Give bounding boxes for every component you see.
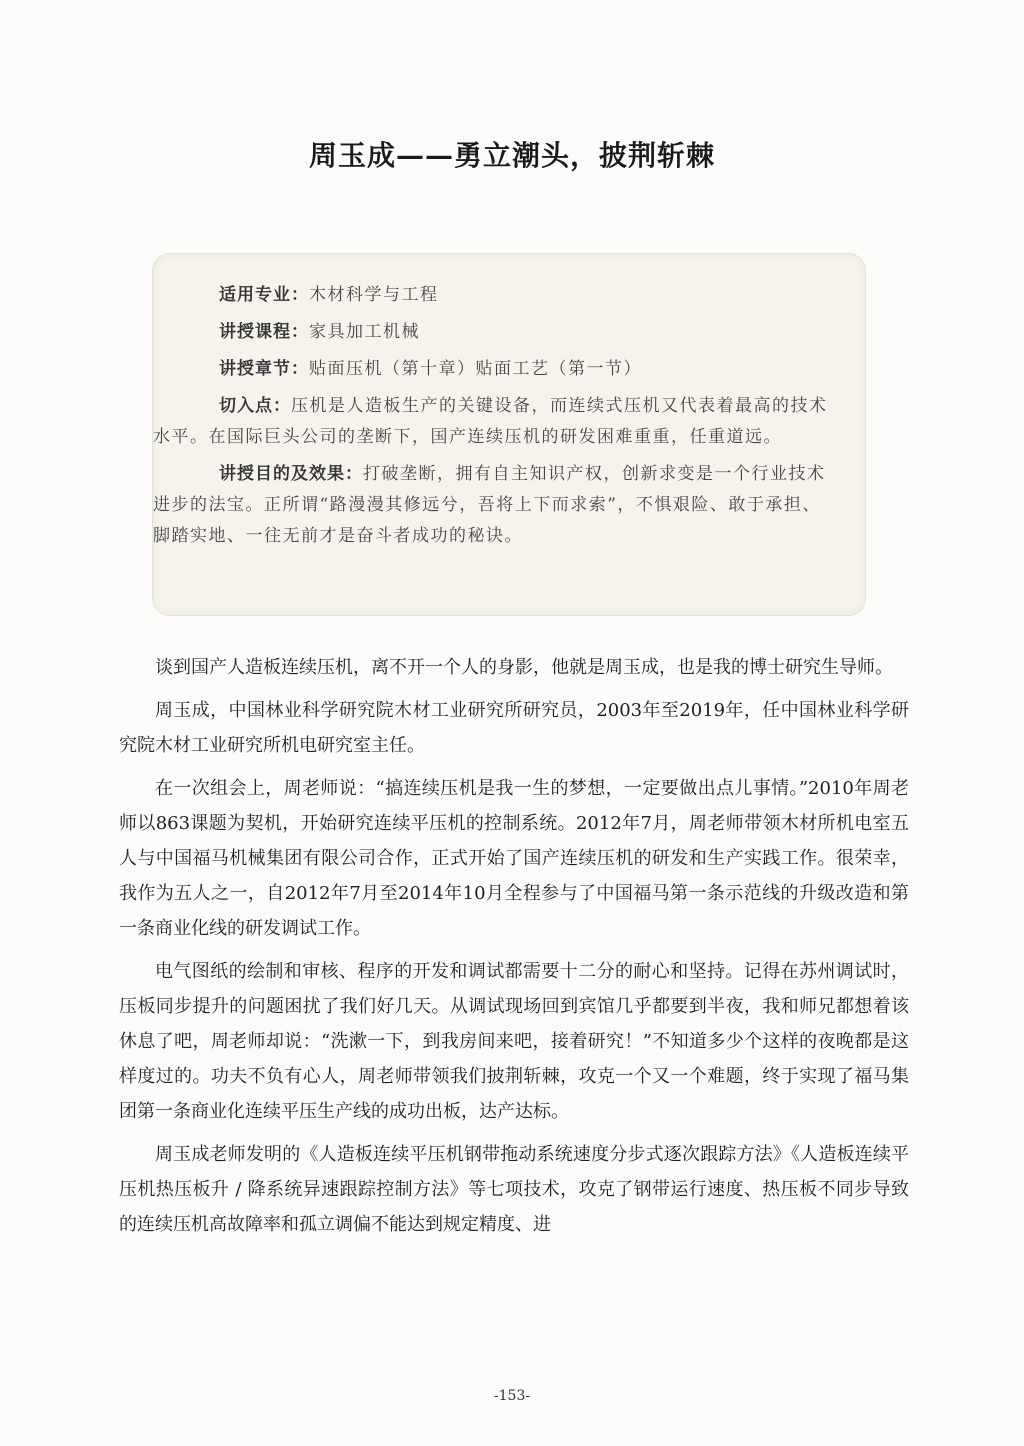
entry-point-value: 压机是人造板生产的关键设备，而连续式压机又代表着最高的技术水平。在国际巨头公司的垄断下，国产连续压机的研发困难重重，任重道远。: [153, 396, 828, 447]
body-paragraph: 谈到国产人造板连续压机，离不开一个人的身影，他就是周玉成，也是我的博士研究生导师。: [155, 657, 893, 678]
major-label: 适用专业：: [219, 285, 309, 305]
course-value: 家具加工机械: [309, 322, 420, 342]
major-line: [219, 280, 835, 311]
course-label: 讲授课程：: [219, 322, 309, 342]
entry-point-paragraph: [153, 391, 835, 453]
chapter-label: 讲授章节：: [219, 359, 309, 379]
goal-paragraph: [153, 459, 835, 552]
entry-point-label: 切入点：: [219, 396, 291, 416]
page-number: -153-: [493, 1388, 531, 1404]
chapter-value: 贴面压机（第十章）贴面工艺（第一节）: [309, 359, 642, 379]
body-paragraph: 周玉成，中国林业科学研究院木材工业研究所研究员，2003年至2019年，任中国林业科学研究院木材工业研究所机电研究室主任。: [119, 700, 909, 756]
body-paragraph: 在一次组会上，周老师说：“搞连续压机是我一生的梦想，一定要做出点儿事情。”2010年周老师以863课题为契机，开始研究连续平压机的控制系统。2012年7月，周老师带领木材所机电室五人与中国福马机械集团有限公司合作，正式开始了国产连续压机的研发和生产实践工作。很荣幸，我作为五人之一，自2012年7月至2014年10月全程参与了中国福马第一条示范线的升级改造和第一条商业化线的研发调试工作。: [119, 778, 909, 939]
article-body: [119, 650, 909, 1250]
goal-label: 讲授目的及效果：: [219, 464, 363, 484]
major-value: 木材科学与工程: [309, 285, 439, 305]
body-paragraph: 电气图纸的绘制和审核、程序的开发和调试都需要十二分的耐心和坚持。记得在苏州调试时，压板同步提升的问题困扰了我们好几天。从调试现场回到宾馆几乎都要到半夜，我和师兄都想着该休息了吧，周老师却说：“洗漱一下，到我房间来吧，接着研究！”不知道多少个这样的夜晚都是这样度过的。功夫不负有心人，周老师带领我们披荆斩棘，攻克一个又一个难题，终于实现了福马集团第一条商业化连续平压生产线的成功出板，达产达标。: [119, 961, 909, 1122]
chapter-line: [219, 354, 835, 385]
page-title: 周玉成——勇立潮头，披荆斩棘: [308, 139, 715, 172]
body-paragraph: 周玉成老师发明的《人造板连续平压机钢带拖动系统速度分步式逐次跟踪方法》《人造板连续平压机热压板升 / 降系统异速跟踪控制方法》等七项技术，攻克了钢带运行速度、热压板不同步导致的连续压机高故障率和孤立调偏不能达到规定精度、进: [119, 1144, 909, 1235]
lesson-info-box: [152, 253, 866, 616]
course-line: [219, 317, 835, 348]
goal-value: 打破垄断，拥有自主知识产权，创新求变是一个行业技术进步的法宝。正所谓“路漫漫其修远兮，吾将上下而求索”，不惧艰险、敢于承担、脚踏实地、一往无前才是奋斗者成功的秘诀。: [153, 464, 826, 546]
